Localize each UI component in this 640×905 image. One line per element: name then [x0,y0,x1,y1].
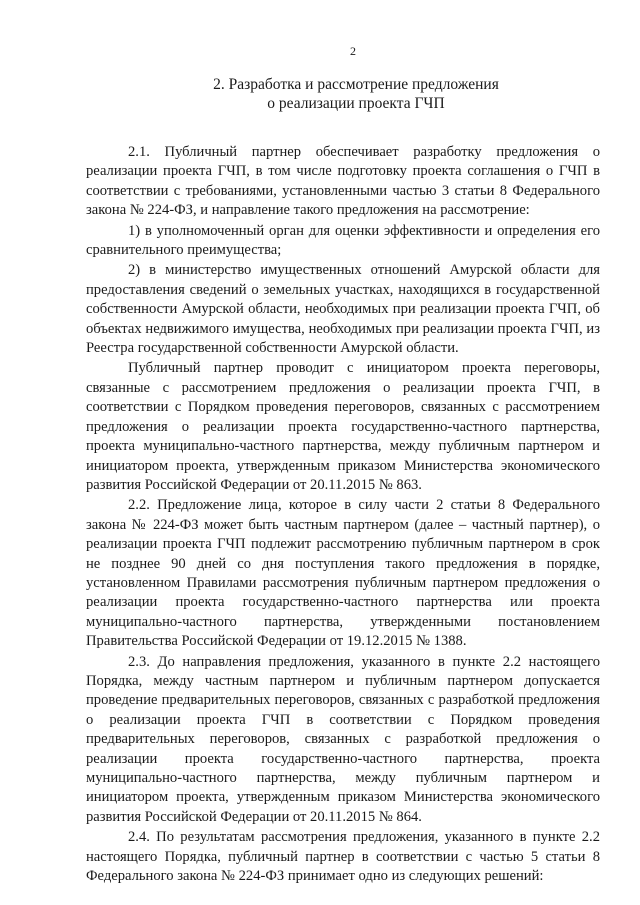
paragraph-2-4: 2.4. По результатам рассмотрения предложения, указанного в пункте 2.2 настоящего Порядка, публичный партнер в соответствии с частью 5 статьи 8 Федерального закона № 224-ФЗ принимает одно из следующих решений: [86,829,600,885]
document-body [86,143,600,886]
paragraph-item-1: 1) в уполномоченный орган для оценки эффективности и определения его сравнительного преимущества; [86,222,600,259]
paragraph-2-1: 2.1. Публичный партнер обеспечивает разработку предложения о реализации проекта ГЧП, в том числе подготовку проекта соглашения о ГЧП в соответствии с требованиями, установленными частью 3 статьи 8 Федерального закона № 224-ФЗ, и направление такого предложения на рассмотрение: [86,144,600,219]
paragraph-item-2: 2) в министерство имущественных отношений Амурской области для предоставления сведений о земельных участках, находящихся в государственной собственности Амурской области, необходимых при реализации проекта ГЧП, об объектах недвижимого имущества, необходимых при реализации проекта ГЧП, из Реестра государственной собственности Амурской области. [86,262,600,357]
section-heading-line-2: о реализации проекта ГЧП [267,95,445,112]
paragraph-2-2: 2.2. Предложение лица, которое в силу части 2 статьи 8 Федерального закона № 224-ФЗ может быть частным партнером (далее – частный партнер), о реализации проекта ГЧП подлежит рассмотрению публичным партнером в срок не позднее 90 дней со дня поступления такого предложения в порядке, установленном Правилами рассмотрения публичным партнером предложения о реализации проекта государственно-частного партнерства или проекта муниципально-частного партнерства, утвержденными постановлением Правительства Российской Федерации от 19.12.2015 № 1388. [86,497,600,650]
section-heading [86,75,600,113]
section-heading-line-1: 2. Разработка и рассмотрение предложения [213,76,499,93]
paragraph-2-3: 2.3. До направления предложения, указанного в пункте 2.2 настоящего Порядка, между частным партнером и публичным партнером допускается проведение предварительных переговоров, связанных с разработкой предложения о реализации проекта ГЧП в соответствии с Порядком проведения предварительных переговоров, связанных с разработкой предложения о реализации проекта государственно-частного партнерства, проекта муниципально-частного партнерства, между публичным партнером и инициатором проекта, утвержденным приказом Министерства экономического развития Российской Федерации от 20.11.2015 № 864. [86,653,600,825]
paragraph-negotiations: Публичный партнер проводит с инициатором проекта переговоры, связанные с рассмотрением предложения о реализации проекта ГЧП, в соответствии с Порядком проведения переговоров, связанных с рассмотрением предложения о реализации проекта государственно-частного партнерства, проекта муниципально-частного партнерства, между публичным партнером и инициатором проекта, утвержденным приказом Министерства экономического развития Российской Федерации от 20.11.2015 № 863. [86,360,600,493]
page-number: 2 [350,44,356,58]
